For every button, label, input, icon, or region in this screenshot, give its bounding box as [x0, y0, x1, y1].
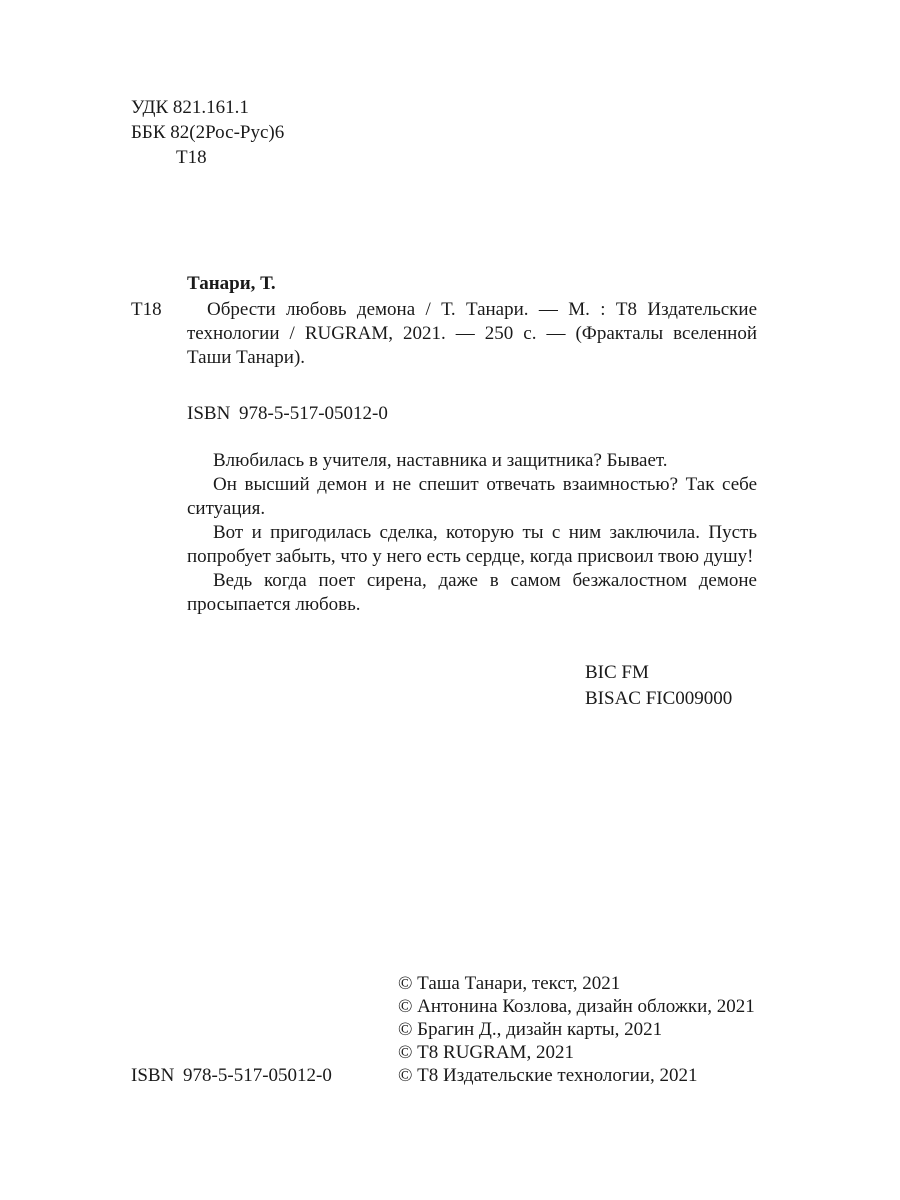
- copyright-line: © Таша Танари, текст, 2021: [398, 973, 621, 994]
- copyright-line: © Антонина Козлова, дизайн обложки, 2021: [398, 996, 755, 1017]
- annotation-paragraph: Он высший демон и не спешит отвечать взаимностью? Так себе ситуация.: [187, 474, 757, 519]
- author-code-top: Т18: [176, 147, 207, 168]
- annotation-paragraph: Ведь когда поет сирена, даже в самом безжалостном демоне просыпается любовь.: [187, 570, 757, 615]
- bbk-code: ББК 82(2Рос-Рус)6: [131, 122, 285, 143]
- isbn-record: ISBN 978-5-517-05012-0: [187, 403, 388, 424]
- bisac-code: BISAC FIC009000: [585, 688, 733, 709]
- copyright-line: © Брагин Д., дизайн карты, 2021: [398, 1019, 663, 1040]
- bic-code: BIC FM: [585, 662, 649, 683]
- copyright-line: © Т8 RUGRAM, 2021: [398, 1042, 574, 1063]
- udk-code: УДК 821.161.1: [131, 97, 249, 118]
- bibliographic-description: Обрести любовь демона / Т. Танари. — М. : Т8 Издательские технологии / RUGRAM, 2021. — 250 с. — (Фракталы вселенной Таши Танари).: [187, 299, 757, 368]
- annotation-paragraph: Вот и пригодилась сделка, которую ты с ним заключила. Пусть попробует забыть, что у него есть сердце, когда присвоил твою душу!: [187, 522, 757, 567]
- copyright-line: © Т8 Издательские технологии, 2021: [398, 1065, 698, 1086]
- copyright-list: [398, 972, 755, 1087]
- annotation-paragraph: Влюбилась в учителя, наставника и защитника? Бывает.: [213, 450, 668, 471]
- author-name: Танари, Т.: [187, 273, 276, 294]
- isbn-bottom: ISBN 978-5-517-05012-0: [131, 1065, 332, 1086]
- annotation: [187, 449, 757, 617]
- author-code-record: Т18: [131, 299, 162, 320]
